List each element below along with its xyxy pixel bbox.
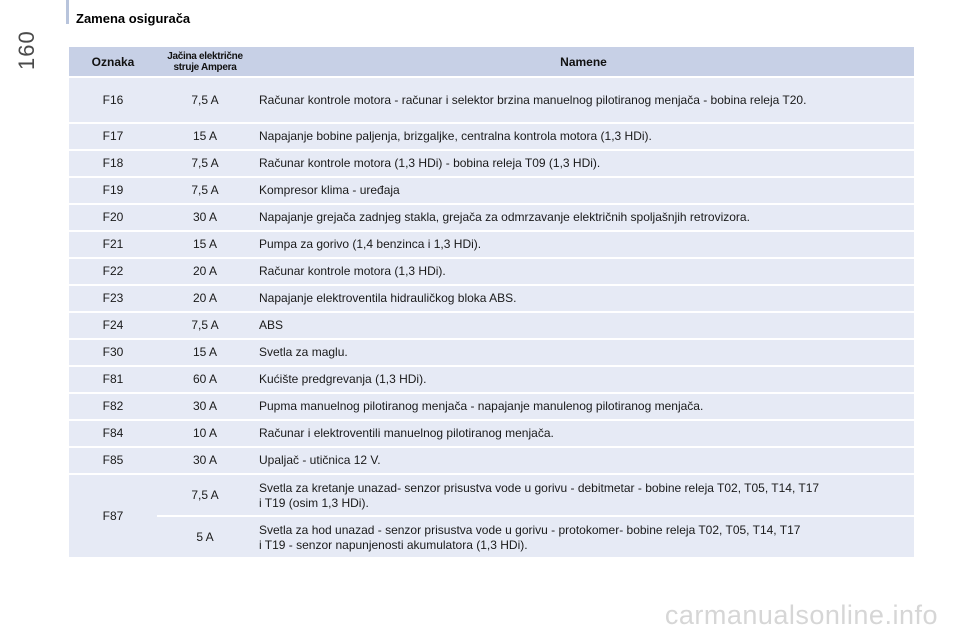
fuse-amperage: 15 A [157, 123, 253, 150]
fuse-amperage: 5 A [157, 516, 253, 558]
table-header-row [69, 47, 914, 77]
fuse-code: F21 [69, 231, 157, 258]
table-row [69, 77, 914, 123]
fuse-purpose: Računar kontrole motora - računar i selektor brzina manuelnog pilotiranog menjača - bobina releja T20. [253, 77, 914, 123]
fuse-purpose: ABS [253, 312, 914, 339]
fuse-purpose: Računar kontrole motora (1,3 HDi) - bobina releja T09 (1,3 HDi). [253, 150, 914, 177]
fuse-code-f87: F87 [69, 474, 157, 558]
fuse-purpose: Svetla za maglu. [253, 339, 914, 366]
purpose-line: i T19 (osim 1,3 HDi). [259, 496, 369, 510]
fuse-code: F16 [69, 77, 157, 123]
table-row [69, 366, 914, 393]
page-number: 160 [14, 30, 39, 70]
fuse-code: F82 [69, 393, 157, 420]
fuse-purpose: Pumpa za gorivo (1,4 benzinca i 1,3 HDi). [253, 231, 914, 258]
table-row [69, 204, 914, 231]
table-row [69, 285, 914, 312]
fuse-amperage: 7,5 A [157, 177, 253, 204]
header-purpose: Namene [253, 47, 914, 77]
fuse-purpose: Upaljač - utičnica 12 V. [253, 447, 914, 474]
side-accent-bar [66, 0, 69, 24]
fuse-amperage: 7,5 A [157, 474, 253, 516]
fuse-amperage: 30 A [157, 204, 253, 231]
purpose-line: Svetla za kretanje unazad- senzor prisustva vode u gorivu - debitmetar - bobine releja T02, T05, T14, T17 [259, 481, 820, 495]
table-body [69, 77, 914, 558]
fuse-code: F24 [69, 312, 157, 339]
table-row [69, 339, 914, 366]
fuse-purpose: Napajanje grejača zadnjeg stakla, grejača za odmrzavanje električnih spoljašnjih retrovizora. [253, 204, 914, 231]
fuse-amperage: 7,5 A [157, 150, 253, 177]
table-row [69, 231, 914, 258]
table-row [69, 393, 914, 420]
table-row [69, 312, 914, 339]
fuse-purpose: Napajanje elektroventila hidrauličkog bloka ABS. [253, 285, 914, 312]
section-title: Zamena osigurača [76, 11, 191, 26]
fuse-amperage: 15 A [157, 231, 253, 258]
fuse-amperage: 7,5 A [157, 77, 253, 123]
table-row [69, 123, 914, 150]
fuse-purpose: Kompresor klima - uređaja [253, 177, 914, 204]
header-amperage: Jačina električne struje Ampera [157, 47, 253, 77]
fuse-amperage: 10 A [157, 420, 253, 447]
fuse-purpose: Napajanje bobine paljenja, brizgaljke, centralna kontrola motora (1,3 HDi). [253, 123, 914, 150]
fuse-amperage: 60 A [157, 366, 253, 393]
fuse-amperage: 7,5 A [157, 312, 253, 339]
fuse-code: F19 [69, 177, 157, 204]
watermark: carmanualsonline.info [664, 600, 938, 630]
fuse-purpose: Računar i elektroventili manuelnog pilotiranog menjača. [253, 420, 914, 447]
fuse-code: F30 [69, 339, 157, 366]
fuse-code: F18 [69, 150, 157, 177]
fuse-amperage: 20 A [157, 258, 253, 285]
fuse-purpose: Pupma manuelnog pilotiranog menjača - napajanje manulenog pilotiranog menjača. [253, 393, 914, 420]
table-row [69, 420, 914, 447]
table-row [69, 258, 914, 285]
fuse-code: F22 [69, 258, 157, 285]
table-row [69, 177, 914, 204]
fuse-code: F81 [69, 366, 157, 393]
purpose-line: Svetla za hod unazad - senzor prisustva vode u gorivu - protokomer- bobine releja T02, T05, T14, T17 [259, 523, 801, 537]
fuse-code: F23 [69, 285, 157, 312]
fuse-purpose: Računar kontrole motora (1,3 HDi). [253, 258, 914, 285]
fuse-purpose [253, 516, 914, 558]
table-row-f87-a [69, 474, 914, 516]
fuse-amperage: 30 A [157, 393, 253, 420]
header-code: Oznaka [69, 47, 157, 77]
fuse-amperage: 15 A [157, 339, 253, 366]
fuse-code: F17 [69, 123, 157, 150]
fuse-code: F84 [69, 420, 157, 447]
fuse-amperage: 30 A [157, 447, 253, 474]
fuse-code: F85 [69, 447, 157, 474]
fuse-purpose: Kućište predgrevanja (1,3 HDi). [253, 366, 914, 393]
fuse-code: F20 [69, 204, 157, 231]
table-row [69, 447, 914, 474]
table-row [69, 150, 914, 177]
table-row-f87-b [69, 516, 914, 558]
fuse-amperage: 20 A [157, 285, 253, 312]
fuse-table [69, 47, 914, 559]
fuse-purpose [253, 474, 914, 516]
purpose-line: i T19 - senzor napunjenosti akumulatora (1,3 HDi). [259, 538, 528, 552]
